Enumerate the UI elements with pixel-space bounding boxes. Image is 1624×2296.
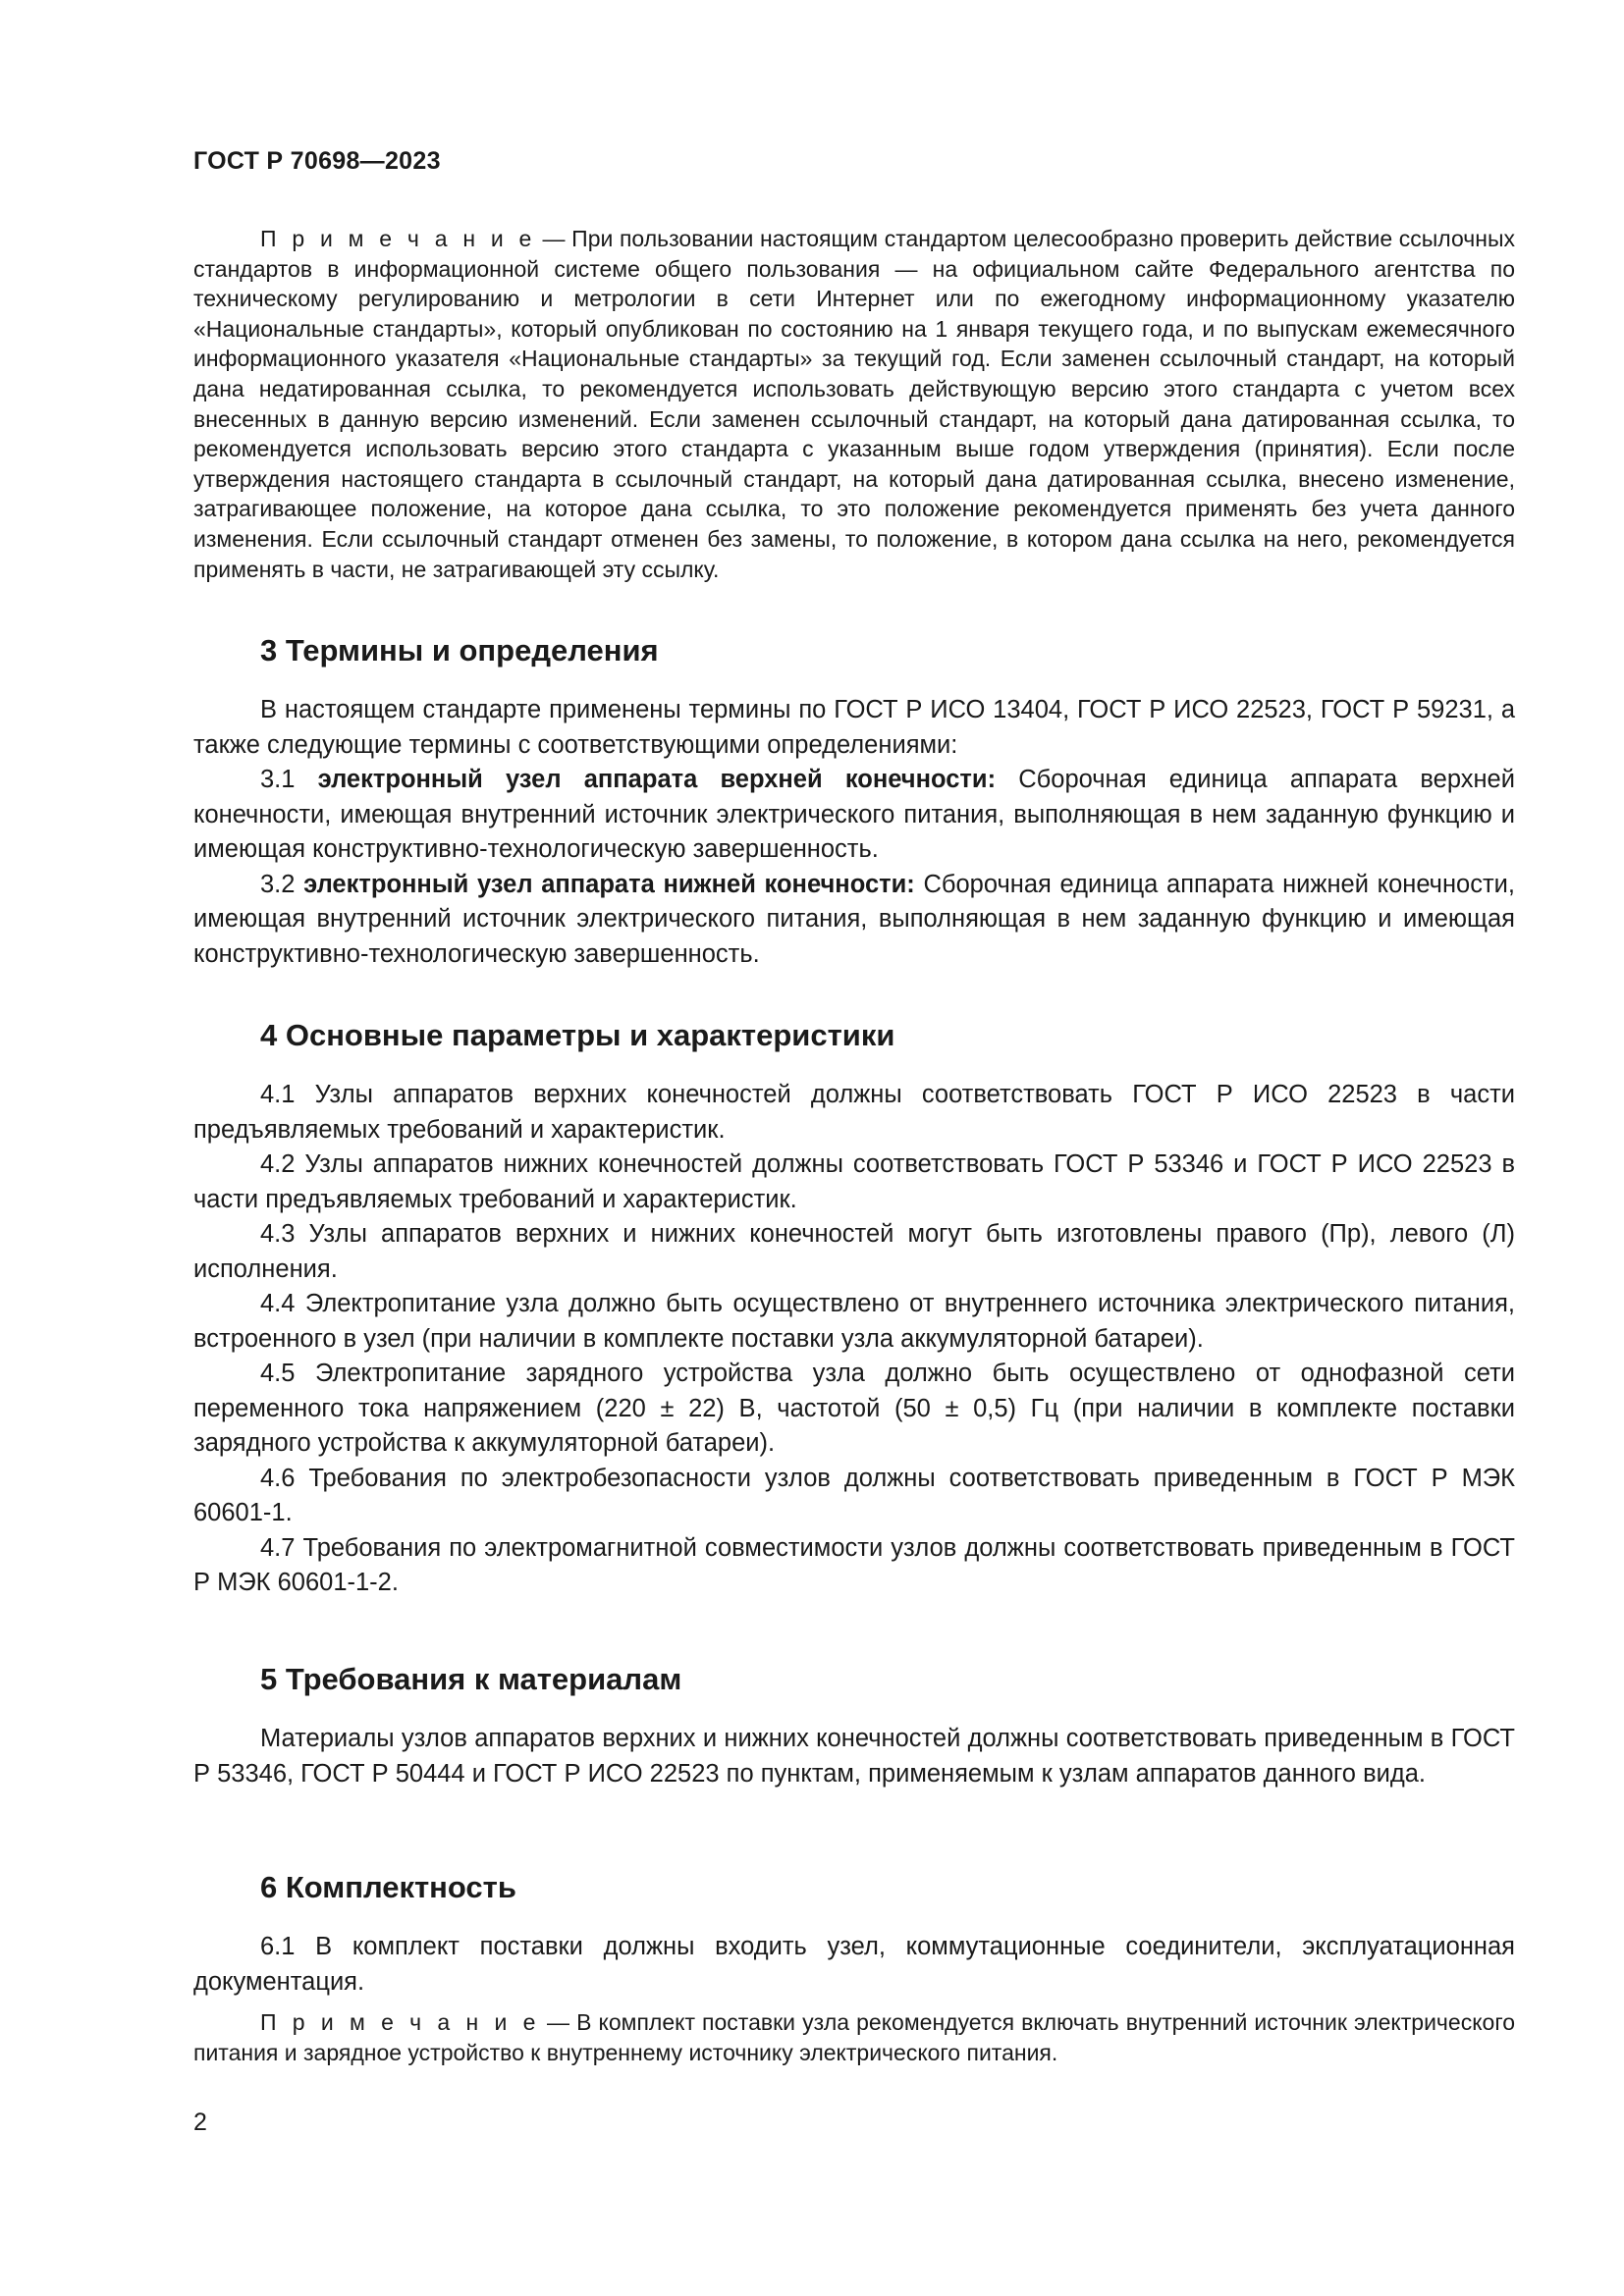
clause-4-6: 4.6 Требования по электробезопасности узлов должны соответствовать приведенным в ГОСТ Р МЭК 60601-1.: [193, 1464, 1515, 1526]
note-text: — При пользовании настоящим стандартом целесообразно проверить действие ссылочных стандартов в информационной системе общего пользования — на официальном сайте Федерального агентства по техническому регулированию и метрологии в сети Интернет или по ежегодному информационному указателю «Национальные стандарты», который опубликован по состоянию на 1 января текущего года, и по выпускам ежемесячного информационного указателя «Национальные стандарты» за текущий год. Если заменен ссылочный стандарт, на который дана недатированная ссылка, то рекомендуется использовать действующую версию этого стандарта с учетом всех внесенных в данную версию изменений. Если заменен ссылочный стандарт, на который дана датированная ссылка, то рекомендуется использовать версию этого стандарта с указанным выше годом утверждения (принятия). Если после утверждения настоящего стандарта в ссылочный стандарт, на который дана датированная ссылка, внесено изменение, затрагивающее положение, на которое дана ссылка, то это положение рекомендуется применять без учета данного изменения. Если ссылочный стандарт отменен без замены, то положение, в котором дана ссылка на него, рекомендуется применять в части, не затрагивающей эту ссылку.: [193, 226, 1515, 582]
note-label: П р и м е ч а н и е: [260, 2009, 540, 2035]
term-definition: Сборочная единица аппарата верхней конечности, имеющая внутренний источник электрического питания, выполняющая в нем заданную функцию и имеющая конструктивно-технологическую завершенность.: [193, 766, 1515, 863]
section-5-paragraph: Материалы узлов аппаратов верхних и нижних конечностей должны соответствовать приведенным в ГОСТ Р 53346, ГОСТ Р 50444 и ГОСТ Р ИСО 22523 по пунктам, применяемым к узлам аппаратов данного вида.: [193, 1725, 1515, 1788]
clause-4-4: 4.4 Электропитание узла должно быть осуществлено от внутреннего источника электрического питания, встроенного в узел (при наличии в комплекте поставки узла аккумуляторной батареи).: [193, 1290, 1515, 1353]
section-3-body: [193, 693, 1515, 972]
section-5-body: [193, 1722, 1515, 1791]
section-4-body: [193, 1078, 1515, 1601]
note-text: — В комплект поставки узла рекомендуется включать внутренний источник электрического питания и зарядное устройство к внутреннему источнику электрического питания.: [193, 2009, 1515, 2065]
term-name: электронный узел аппарата верхней конечности:: [317, 766, 997, 793]
section-6-title: 6 Комплектность: [260, 1870, 516, 1904]
section-3-intro: В настоящем стандарте применены термины по ГОСТ Р ИСО 13404, ГОСТ Р ИСО 22523, ГОСТ Р 59231, а также следующие термины с соответствующими определениями:: [193, 696, 1515, 759]
section-4-title: 4 Основные параметры и характеристики: [260, 1018, 895, 1052]
document-header: ГОСТ Р 70698—2023: [193, 147, 441, 175]
clause-4-2: 4.2 Узлы аппаратов нижних конечностей должны соответствовать ГОСТ Р 53346 и ГОСТ Р ИСО 22523 в части предъявляемых требований и характеристик.: [193, 1150, 1515, 1213]
clause-4-3: 4.3 Узлы аппаратов верхних и нижних конечностей могут быть изготовлены правого (Пр), левого (Л) исполнения.: [193, 1220, 1515, 1283]
clause-4-5: 4.5 Электропитание зарядного устройства узла должно быть осуществлено от однофазной сети переменного тока напряжением (220 ± 22) В, частотой (50 ± 0,5) Гц (при наличии в комплекте поставки зарядного устройства к аккумуляторной батареи).: [193, 1360, 1515, 1457]
clause-4-1: 4.1 Узлы аппаратов верхних конечностей должны соответствовать ГОСТ Р ИСО 22523 в части предъявляемых требований и характеристик.: [193, 1081, 1515, 1144]
term-number: 3.1: [260, 766, 318, 793]
term-name: электронный узел аппарата нижней конечности:: [303, 870, 915, 898]
section-3-title: 3 Термины и определения: [260, 633, 659, 667]
reference-note: [193, 224, 1515, 584]
section-6-body: [193, 1930, 1515, 2000]
page-number: 2: [193, 2109, 207, 2136]
term-3-1: [193, 763, 1515, 868]
completeness-note: [193, 2007, 1515, 2067]
term-3-2: [193, 868, 1515, 973]
clause-6-1: 6.1 В комплект поставки должны входить узел, коммутационные соединители, эксплуатационная документация.: [193, 1933, 1515, 1996]
clause-4-7: 4.7 Требования по электромагнитной совместимости узлов должны соответствовать приведенным в ГОСТ Р МЭК 60601-1-2.: [193, 1533, 1515, 1596]
section-5-title: 5 Требования к материалам: [260, 1662, 682, 1696]
term-number: 3.2: [260, 870, 304, 898]
note-label: П р и м е ч а н и е: [260, 226, 536, 251]
term-definition: Сборочная единица аппарата нижней конечности, имеющая внутренний источник электрического питания, выполняющая в нем заданную функцию и имеющая конструктивно-технологическую завершенность.: [193, 870, 1515, 968]
